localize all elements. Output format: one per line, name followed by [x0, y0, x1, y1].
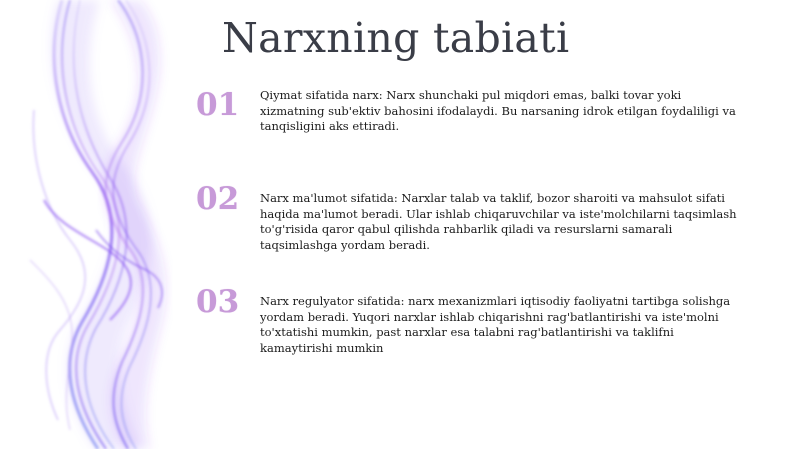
- item-text: Narx ma'lumot sifatida: Narxlar talab va taklif, bozor sharoiti va mahsulot sifati haqida ma'lumot beradi. Ular ishlab chiqaruvchilar va iste'molchilarni taqsimlash to'g'risida qaror qabul qilishda rahbarlik qiladi va resurslarni samarali taqsimlashga yordam beradi.: [260, 191, 737, 252]
- item-number: 03: [196, 284, 240, 320]
- item-text: Narx regulyator sifatida: narx mexanizmlari iqtisodiy faoliyatni tartibga solishga yordam beradi. Yuqori narxlar ishlab chiqarishni rag'batlantirishi va iste'molni to'xtatishi mumkin, past narxlar esa talabni rag'batlantirishi va taklifni kamaytirishi mumkin: [260, 294, 731, 355]
- item-number: 02: [196, 181, 240, 217]
- slide-title: Narxning tabiati: [222, 14, 570, 62]
- item-text: Qiymat sifatida narx: Narx shunchaki pul miqdori emas, balki tovar yoki xizmatning sub'ektiv bahosini ifodalaydi. Bu narsaning idrok etilgan foydaliligi va tanqisligini aks ettiradi.: [260, 88, 736, 133]
- item-number: 01: [196, 87, 240, 123]
- purple-smoke-decoration: [0, 0, 230, 449]
